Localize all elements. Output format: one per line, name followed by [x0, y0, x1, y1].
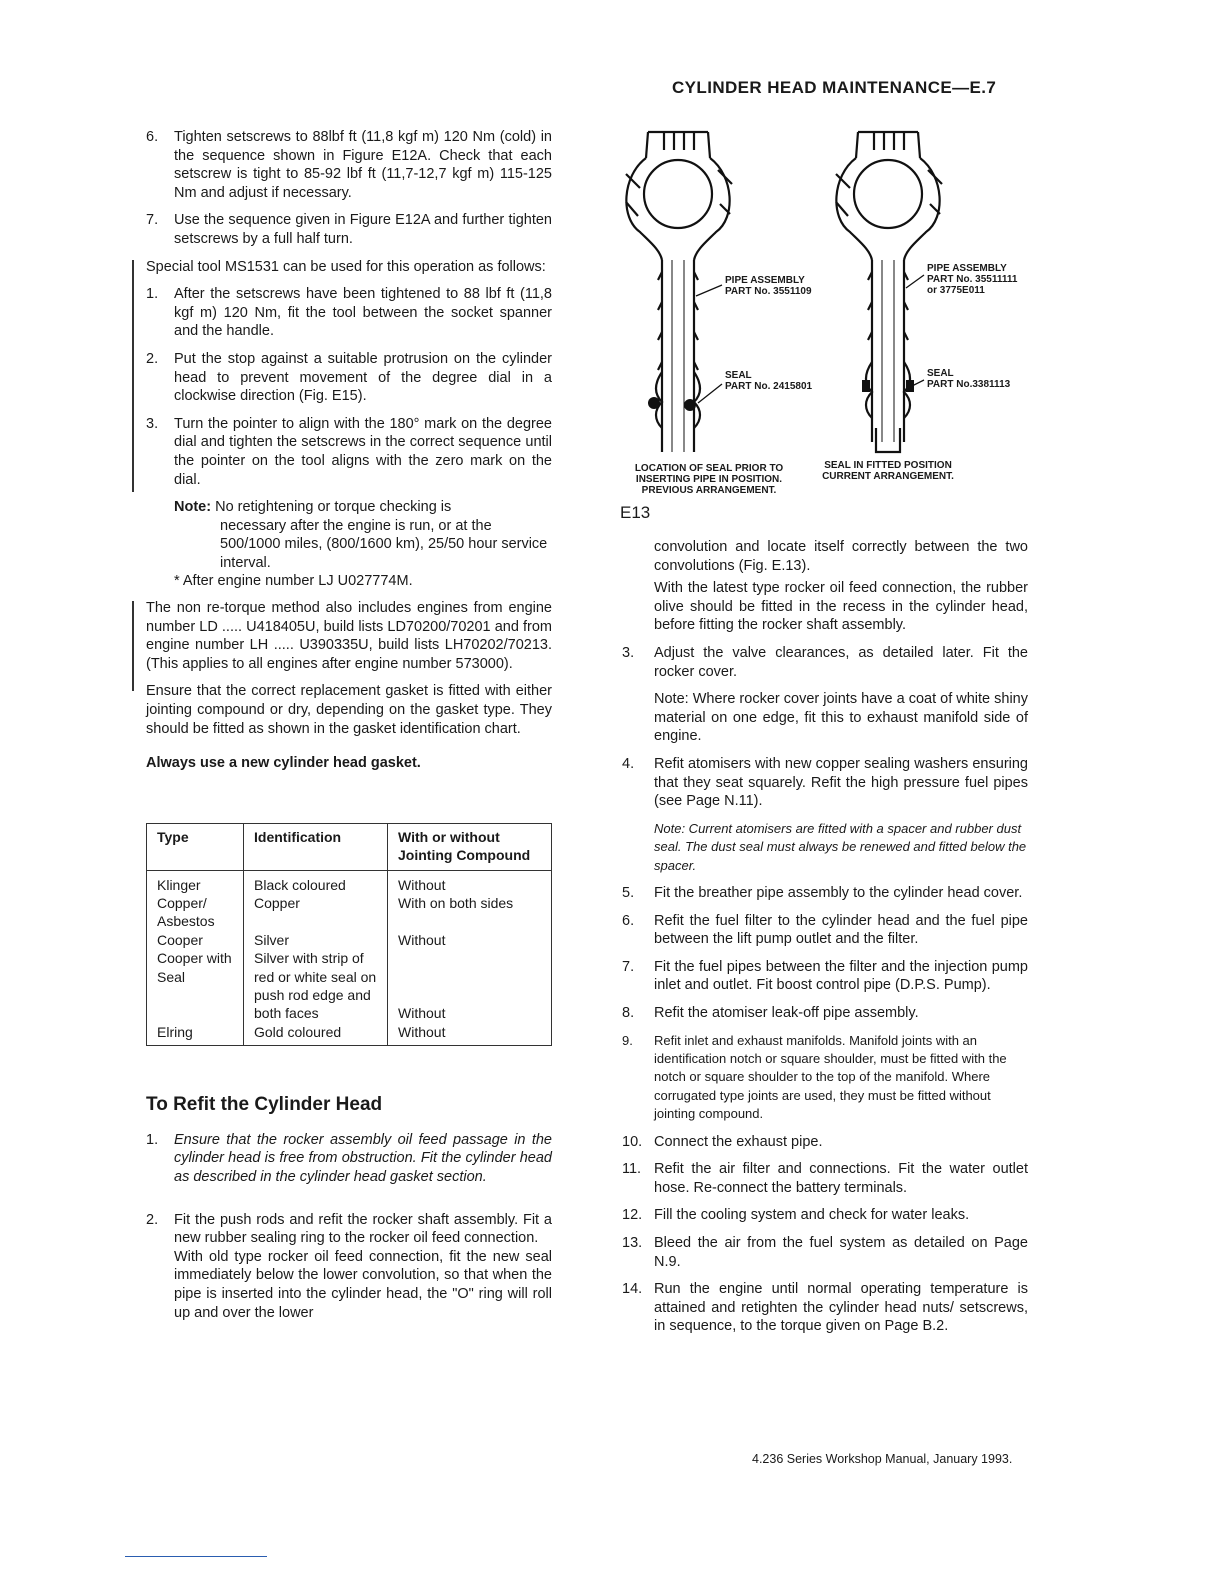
- revision-bar: [132, 601, 134, 691]
- step-text: Refit the atomiser leak-off pipe assembly.: [654, 1004, 919, 1021]
- refit-step-1: [146, 1131, 552, 1187]
- refit-step-5: [622, 884, 1028, 903]
- refit-section-title: To Refit the Cylinder Head: [146, 1094, 383, 1116]
- left-seal-label: [725, 370, 812, 392]
- refit-step-14: [622, 1280, 1028, 1336]
- cell-compound: Without: [388, 870, 552, 894]
- refit-step-7: [622, 958, 1028, 995]
- gasket-identification-table: [146, 823, 552, 1046]
- step-text: Refit the fuel filter to the cylinder head and the fuel pipe between the lift pump outlet and the filter.: [654, 912, 1028, 948]
- cell-identification: Gold coloured: [244, 1023, 388, 1046]
- left-pipe-part: PART No. 3551109: [725, 286, 812, 297]
- step-number: 12.: [622, 1207, 643, 1224]
- refit-step-9: [622, 1032, 1028, 1124]
- cell-compound: Without: [388, 1023, 552, 1046]
- revision-bar: [132, 260, 134, 492]
- step-text: Adjust the valve clearances, as detailed later. Fit the rocker cover.: [654, 644, 1028, 680]
- step-text: Fit the push rods and refit the rocker shaft assembly. Fit a new rubber sealing ring to the rocker oil feed connection.: [174, 1211, 552, 1247]
- step-number: 9.: [622, 1032, 633, 1048]
- rocker-cover-note: Note: Where rocker cover joints have a coat of white shiny material on one edge, fit this to exhaust manifold side of engine.: [654, 691, 1028, 745]
- right-pipe-label-line: PIPE ASSEMBLY: [927, 263, 1007, 274]
- note-body: necessary after the engine is run, or at the 500/1000 miles, (800/1600 km), 25/50 hour service interval.: [220, 517, 548, 571]
- step-number: 3.: [622, 644, 635, 661]
- note-label: Note:: [174, 499, 212, 516]
- tool-step-3: [146, 415, 552, 489]
- step-text: Turn the pointer to align with the 180° mark on the degree dial and tighten the setscrews in the correct sequence until the pointer on the tool aligns with the zero mark on the dial.: [174, 415, 552, 488]
- step-number: 10.: [622, 1133, 643, 1150]
- step-text: Connect the exhaust pipe.: [654, 1133, 823, 1150]
- step-number: 6.: [622, 912, 635, 929]
- step-text: After the setscrews have been tightened to 88 lbf ft (11,8 kgf m) 120 Nm, fit the tool between the socket spanner and the handle.: [174, 286, 552, 340]
- caption-line: LOCATION OF SEAL PRIOR TO: [634, 463, 784, 474]
- cell-compound: Without: [388, 949, 552, 1023]
- right-column: [622, 538, 1028, 1345]
- footer-link-underline: [125, 1556, 267, 1557]
- revised-block: [146, 258, 552, 490]
- table-row: [147, 870, 552, 894]
- step-number: 4.: [622, 755, 635, 772]
- cell-type: Copper/ Asbestos: [147, 894, 244, 931]
- step-number: 11.: [622, 1161, 642, 1178]
- step-text: Refit inlet and exhaust manifolds. Manifold joints with an identification notch or square shoulder, must be fitted with the notch or square shoulder to the top of the manifold. Where corrugated type joints are used, they must be fitted without jointing compound.: [654, 1032, 1007, 1122]
- cell-type: Elring: [147, 1023, 244, 1046]
- tool-step-2: [146, 350, 552, 406]
- figure-e13: [618, 122, 1038, 542]
- right-seal-ring: [862, 380, 870, 392]
- left-seal-part: PART No. 2415801: [725, 381, 813, 392]
- step-text: Fit the fuel pipes between the filter and the injection pump inlet and outlet. Fit boost control pipe (D.P.S. Pump).: [654, 958, 1028, 994]
- left-column: [146, 128, 552, 1331]
- non-retorque-paragraph: The non re-torque method also includes engines from engine number LD ..... U418405U, build lists LD70200/70201 and from engine number LH ..... U390335U, build lists LH70202/70213. (This applies to all engines after engine number 573000).: [146, 600, 552, 672]
- caption-current: [808, 460, 968, 482]
- cell-identification: Silver: [244, 931, 388, 949]
- latest-type-paragraph: With the latest type rocker oil feed connection, the rubber olive should be fitted in the recess in the cylinder head, before fitting the rocker shaft assembly.: [654, 580, 1028, 634]
- header-identification: Identification: [244, 823, 388, 870]
- step-number: 14.: [622, 1281, 643, 1298]
- non-retorque-block: [146, 599, 552, 673]
- cell-compound: Without: [388, 931, 552, 949]
- refit-step-12: [622, 1206, 1028, 1225]
- refit-step-6: [622, 912, 1028, 949]
- cell-type: Cooper with Seal: [147, 949, 244, 1023]
- page-header: CYLINDER HEAD MAINTENANCE—E.7: [672, 78, 997, 97]
- step-text: Put the stop against a suitable protrusion on the cylinder head to prevent movement of the degree dial in a clockwise direction (Fig. E15).: [174, 350, 552, 405]
- refit-step-11: [622, 1160, 1028, 1197]
- gasket-warning: Always use a new cylinder head gasket.: [146, 755, 421, 772]
- engine-number-note: * After engine number LJ U027774M.: [174, 573, 413, 590]
- table-row: [147, 931, 552, 949]
- cell-identification: Black coloured: [244, 870, 388, 894]
- step-text: Refit atomisers with new copper sealing washers ensuring that they seat squarely. Refit the high pressure fuel pipes (see Page N.11).: [654, 755, 1028, 810]
- retightening-note: [174, 498, 552, 572]
- step-text: Ensure that the rocker assembly oil feed passage in the cylinder head is free from obstruction. Fit the cylinder head as described in the cylinder head gasket section.: [174, 1131, 552, 1186]
- step-number: 5.: [622, 884, 635, 901]
- step-number: 13.: [622, 1234, 643, 1251]
- left-pipe-drawing: [626, 132, 732, 452]
- note-first-line: No retightening or torque checking is: [215, 499, 452, 516]
- caption-line: CURRENT ARRANGEMENT.: [822, 471, 954, 482]
- right-seal-part: PART No.3381113: [927, 379, 1011, 390]
- step-number: 1.: [146, 286, 159, 303]
- step-number: 2.: [146, 350, 159, 367]
- step-text: Refit the air filter and connections. Fit the water outlet hose. Re-connect the battery terminals.: [654, 1161, 1028, 1196]
- special-tool-paragraph: Special tool MS1531 can be used for this operation as follows:: [146, 258, 546, 275]
- step-text: Bleed the air from the fuel system as detailed on Page N.9.: [654, 1234, 1028, 1270]
- refit-step-4: [622, 755, 1028, 811]
- refit-step-8: [622, 1004, 1028, 1023]
- gasket-paragraph: Ensure that the correct replacement gasket is fitted with either jointing compound or dry, depending on the gasket type. They should be fitted as shown in the gasket identification chart.: [146, 683, 552, 737]
- page-footer: 4.236 Series Workshop Manual, January 1993.: [752, 1452, 1013, 1466]
- refit-step-2-continued: [146, 1248, 552, 1322]
- refit-step-2: [146, 1211, 552, 1248]
- step-7: [146, 211, 552, 248]
- step-text: Run the engine until normal operating temperature is attained and retighten the cylinder head nuts/ setscrews, in sequence, to the torque given on Page B.2.: [654, 1281, 1028, 1335]
- right-pipe-part: PART No. 35511111: [927, 274, 1018, 285]
- step-number: 2.: [146, 1211, 159, 1228]
- step-text: Tighten setscrews to 88lbf ft (11,8 kgf m) 120 Nm (cold) in the sequence shown in Figure E12A. Check that each setscrew is tight to 85-92 lbf ft (11,7-12,7 kgf m) 115-125 Nm and adjust if necessary.: [174, 129, 552, 201]
- step-text: Fill the cooling system and check for water leaks.: [654, 1207, 970, 1224]
- table-header-row: [147, 823, 552, 870]
- refit-step-3: [622, 644, 1028, 681]
- figure-id: E13: [620, 503, 651, 522]
- cell-type: Klinger: [147, 870, 244, 894]
- cell-type: Cooper: [147, 931, 244, 949]
- table-row: [147, 1023, 552, 1046]
- step-text: Use the sequence given in Figure E12A and further tighten setscrews by a full half turn.: [174, 212, 552, 247]
- refit-step-10: [622, 1133, 1028, 1152]
- atomiser-note: Note: Current atomisers are fitted with a spacer and rubber dust seal. The dust seal must always be renewed and fitted below the spacer.: [654, 820, 1027, 873]
- left-pipe-label: [725, 275, 812, 297]
- step-6: [146, 128, 552, 202]
- step-number: 7.: [622, 958, 635, 975]
- cell-compound: With on both sides: [388, 894, 552, 931]
- caption-line: PREVIOUS ARRANGEMENT.: [641, 485, 777, 496]
- step-number: 1.: [146, 1131, 159, 1148]
- step-text: Fit the breather pipe assembly to the cylinder head cover.: [654, 884, 1023, 901]
- cell-identification: Copper: [244, 894, 388, 931]
- refit-step-13: [622, 1234, 1028, 1271]
- continued-text: convolution and locate itself correctly between the two convolutions (Fig. E.13).: [654, 539, 1028, 574]
- table-row: [147, 894, 552, 931]
- step-number: 7.: [146, 212, 159, 229]
- caption-previous: [624, 463, 794, 496]
- right-pipe-label: [927, 263, 1017, 296]
- step-number: 6.: [146, 129, 159, 145]
- step-number: 3.: [146, 415, 159, 432]
- header-jointing-compound: With or without Jointing Compound: [388, 823, 552, 870]
- cell-identification: Silver with strip of red or white seal on push rod edge and both faces: [244, 949, 388, 1023]
- step-text: With old type rocker oil feed connection, fit the new seal immediately below the lower convolution, so that when the pipe is inserted into the cylinder head, the "O" ring will roll up and over the lower: [174, 1248, 552, 1321]
- left-seal-ring: [648, 397, 660, 409]
- right-pipe-alt: or 3775E011: [927, 285, 985, 296]
- left-seal-label-line: SEAL: [725, 370, 752, 381]
- step-number: 8.: [622, 1004, 635, 1021]
- left-pipe-label-line: PIPE ASSEMBLY: [725, 275, 805, 286]
- tool-step-1: [146, 285, 552, 341]
- left-seal-ring: [684, 399, 696, 411]
- caption-line: INSERTING PIPE IN POSITION.: [635, 474, 783, 485]
- right-seal-label-line: SEAL: [927, 368, 954, 379]
- table-row: [147, 949, 552, 1023]
- caption-line: SEAL IN FITTED POSITION: [824, 460, 952, 471]
- header-type: Type: [147, 823, 244, 870]
- right-seal-label: [927, 368, 1010, 390]
